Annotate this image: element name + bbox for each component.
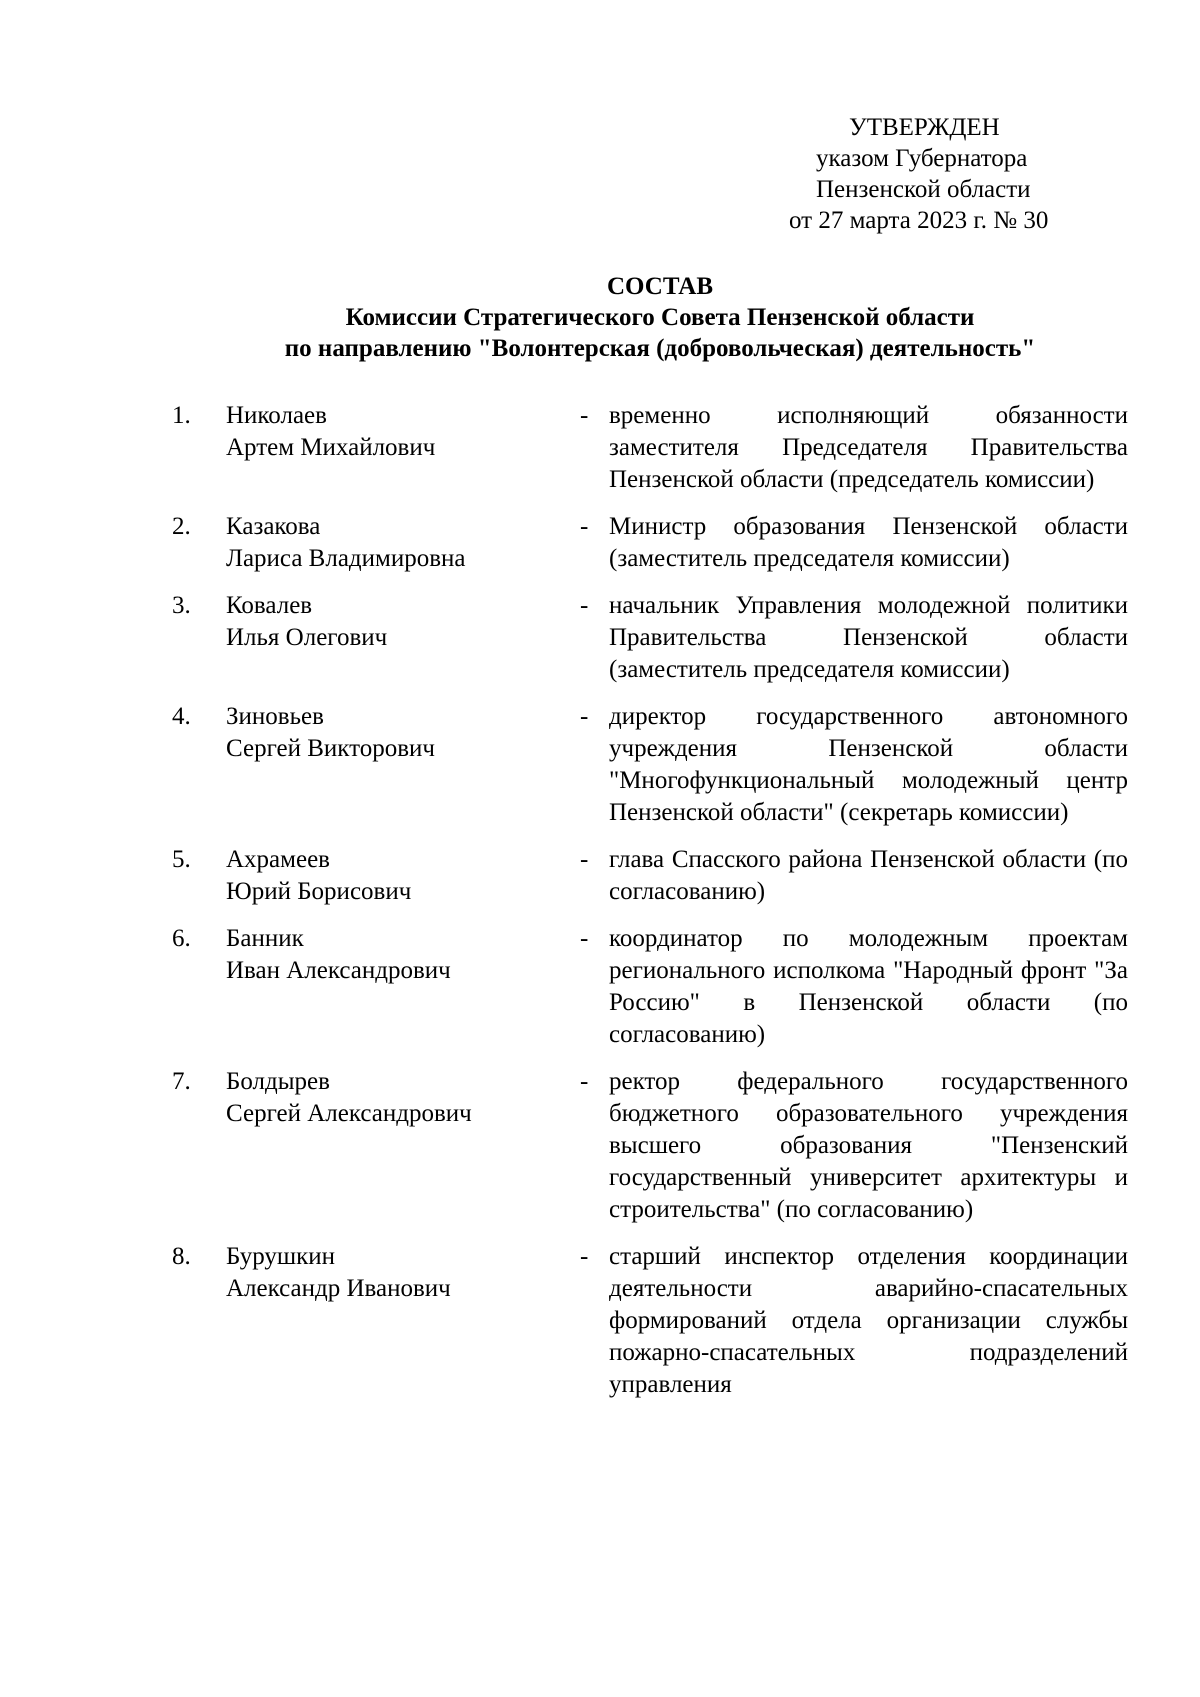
member-given-name: Артем Михайлович bbox=[226, 434, 436, 461]
member-role: глава Спасского района Пензенской области (по согласованию) bbox=[609, 846, 1128, 905]
member-name bbox=[226, 701, 566, 765]
member-surname: Ковалев bbox=[226, 592, 313, 619]
approval-line: указом Губернатора bbox=[816, 145, 1028, 172]
member-given-name: Иван Александрович bbox=[226, 957, 451, 984]
member-name bbox=[226, 511, 566, 575]
member-given-name: Александр Иванович bbox=[226, 1275, 451, 1302]
member-entry bbox=[172, 923, 1132, 1051]
member-dash: - bbox=[580, 513, 589, 540]
member-entry bbox=[172, 1066, 1132, 1226]
member-given-name: Сергей Викторович bbox=[226, 735, 435, 762]
approval-line: УТВЕРЖДЕН bbox=[849, 114, 1000, 141]
member-number: 4. bbox=[172, 703, 191, 730]
member-role: ректор федерального государственного бюджетного образовательного учреждения высшего образования "Пензенский государственный университет архитектуры и строительства" (по согласованию) bbox=[609, 1068, 1128, 1223]
document-title bbox=[0, 271, 1200, 364]
member-dash: - bbox=[580, 592, 589, 619]
member-role: Министр образования Пензенской области (заместитель председателя комиссии) bbox=[609, 513, 1128, 572]
member-given-name: Юрий Борисович bbox=[226, 878, 412, 905]
member-given-name: Лариса Владимировна bbox=[226, 545, 466, 572]
member-number: 8. bbox=[172, 1243, 191, 1270]
member-list bbox=[172, 400, 1132, 1416]
member-entry bbox=[172, 590, 1132, 686]
member-number: 7. bbox=[172, 1068, 191, 1095]
member-dash: - bbox=[580, 1068, 589, 1095]
member-surname: Казакова bbox=[226, 513, 321, 540]
member-surname: Николаев bbox=[226, 402, 327, 429]
member-number: 6. bbox=[172, 925, 191, 952]
member-dash: - bbox=[580, 846, 589, 873]
member-role: координатор по молодежным проектам регионального исполкома "Народный фронт "За Россию" в Пензенской области (по согласованию) bbox=[609, 925, 1128, 1048]
member-dash: - bbox=[580, 402, 589, 429]
member-name bbox=[226, 1066, 566, 1130]
member-dash: - bbox=[580, 925, 589, 952]
member-given-name: Сергей Александрович bbox=[226, 1100, 472, 1127]
member-entry bbox=[172, 701, 1132, 829]
member-name bbox=[226, 923, 566, 987]
member-surname: Ахрамеев bbox=[226, 846, 330, 873]
title-heading: СОСТАВ bbox=[606, 273, 714, 300]
member-dash: - bbox=[580, 1243, 589, 1270]
member-number: 1. bbox=[172, 402, 191, 429]
member-dash: - bbox=[580, 703, 589, 730]
member-number: 5. bbox=[172, 846, 191, 873]
member-number: 2. bbox=[172, 513, 191, 540]
member-number: 3. bbox=[172, 592, 191, 619]
member-entry bbox=[172, 511, 1132, 575]
member-entry bbox=[172, 1241, 1132, 1401]
title-line: по направлению "Волонтерская (добровольческая) деятельность" bbox=[284, 335, 1036, 362]
member-entry bbox=[172, 400, 1132, 496]
member-surname: Зиновьев bbox=[226, 703, 324, 730]
approval-line: Пензенской области bbox=[816, 176, 1031, 203]
member-given-name: Илья Олегович bbox=[226, 624, 388, 651]
member-entry bbox=[172, 844, 1132, 908]
approval-date-line: от 27 марта 2023 г. № 30 bbox=[789, 207, 1049, 234]
member-surname: Бурушкин bbox=[226, 1243, 336, 1270]
member-name bbox=[226, 1241, 566, 1305]
member-role: старший инспектор отделения координации деятельности аварийно-спасательных формирований отдела организации службы пожарно-спасательных подразделений управления bbox=[609, 1243, 1128, 1398]
member-name bbox=[226, 590, 566, 654]
member-role: начальник Управления молодежной политики Правительства Пензенской области (заместитель председателя комиссии) bbox=[609, 592, 1128, 683]
member-name bbox=[226, 400, 566, 464]
member-name bbox=[226, 844, 566, 908]
approval-stamp bbox=[783, 112, 1083, 236]
title-line: Комиссии Стратегического Совета Пензенской области bbox=[345, 304, 975, 331]
member-surname: Банник bbox=[226, 925, 304, 952]
member-surname: Болдырев bbox=[226, 1068, 330, 1095]
member-role: директор государственного автономного учреждения Пензенской области "Многофункциональный молодежный центр Пензенской области" (секретарь комиссии) bbox=[609, 703, 1128, 826]
member-role: временно исполняющий обязанности заместителя Председателя Правительства Пензенской области (председатель комиссии) bbox=[609, 402, 1128, 493]
